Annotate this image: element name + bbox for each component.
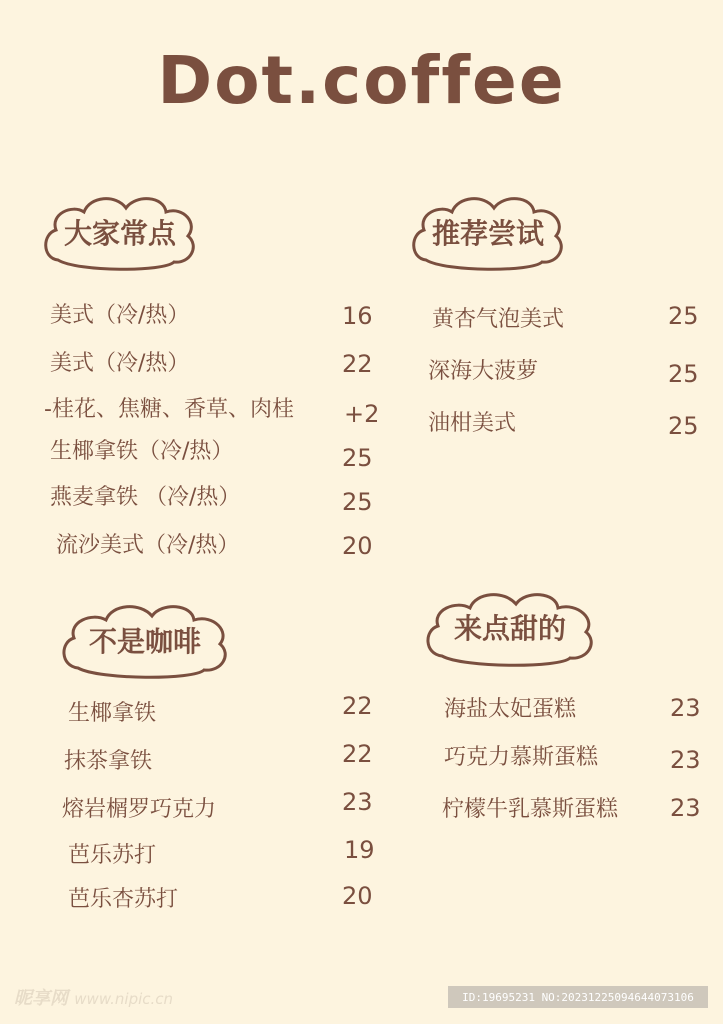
popular-item-name-3: -桂花、焦糖、香草、肉桂 [44,397,294,422]
recommended-item-name-1: 黄杏气泡美式 [432,307,565,332]
popular-item-price-2: 22 [342,350,373,378]
popular-item-name-4: 生椰拿铁（冷/热） [50,439,234,464]
popular-item-price-3: +2 [344,400,380,428]
popular-item-price-4: 25 [342,444,373,472]
popular-item-price-6: 20 [342,532,373,560]
desserts-item-name-1: 海盐太妃蛋糕 [444,697,577,722]
recommended-item-name-2: 深海大菠萝 [428,359,539,384]
recommended-item-price-1: 25 [668,302,699,330]
non-coffee-item-price-4: 19 [344,836,375,864]
watermark-url: www.nipic.cn [74,990,174,1008]
non-coffee-item-name-5: 芭乐杏苏打 [68,887,179,912]
non-coffee-item-price-2: 22 [342,740,373,768]
non-coffee-item-name-1: 生椰拿铁 [68,701,157,726]
section-heading-recommended-label: 推荐尝试 [431,217,544,250]
popular-item-name-6: 流沙美式（冷/热） [56,533,240,558]
non-coffee-item-name-4: 芭乐苏打 [68,843,157,868]
section-heading-popular [38,190,202,274]
recommended-item-price-2: 25 [668,360,699,388]
popular-item-price-1: 16 [342,302,373,330]
popular-item-name-1: 美式（冷/热） [50,303,190,328]
section-heading-non-coffee [56,598,234,682]
section-heading-desserts-label: 来点甜的 [453,612,566,645]
desserts-item-price-1: 23 [670,694,701,722]
non-coffee-item-price-5: 20 [342,882,373,910]
popular-item-price-5: 25 [342,488,373,516]
non-coffee-item-price-1: 22 [342,692,373,720]
section-heading-recommended [406,190,570,274]
desserts-item-name-3: 柠檬牛乳慕斯蛋糕 [442,797,619,822]
section-heading-non-coffee-label: 不是咖啡 [88,625,201,658]
non-coffee-item-price-3: 23 [342,788,373,816]
popular-item-name-2: 美式（冷/热） [50,351,190,376]
popular-item-name-5: 燕麦拿铁 （冷/热） [50,485,241,510]
non-coffee-item-name-2: 抹茶拿铁 [64,749,153,774]
watermark-brand [14,984,173,1010]
desserts-item-price-2: 23 [670,746,701,774]
watermark-brand-name: 昵享网 [14,988,68,1009]
non-coffee-item-name-3: 熔岩榍罗巧克力 [62,797,217,822]
watermark-id: ID:19695231 NO:20231225094644073106 [448,986,708,1008]
desserts-item-name-2: 巧克力慕斯蛋糕 [444,745,599,770]
recommended-item-name-3: 油柑美式 [428,411,517,436]
desserts-item-price-3: 23 [670,794,701,822]
page-title: Dot.coffee [157,42,566,119]
recommended-item-price-3: 25 [668,412,699,440]
section-heading-popular-label: 大家常点 [63,217,176,250]
section-heading-desserts [420,584,600,670]
